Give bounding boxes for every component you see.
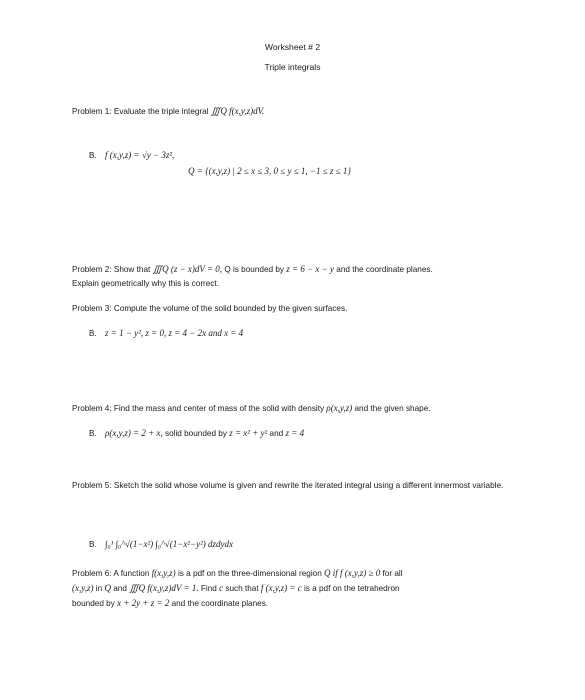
problem-6-bounded: bounded by (72, 599, 115, 608)
problem-6-constant: c (219, 583, 224, 593)
problem-2-text-a: Problem 2: Show that (72, 265, 151, 274)
problem-6 (72, 566, 522, 611)
problem-4-density: ρ(x,y,z) = 2 + x, (105, 428, 163, 438)
problem-2 (72, 262, 512, 291)
problem-6-text-b: is a pdf on the three-dimensional region (177, 569, 322, 578)
problem-6-text-a: Problem 6: A function (72, 569, 150, 578)
problem-6-find: Find (200, 584, 217, 593)
problem-6-in: in (95, 584, 103, 593)
problem-1-integral: ∭Q f(x,y,z)dV. (210, 106, 265, 116)
problem-1-part-b (89, 150, 174, 160)
problem-6-tetrahedron: is a pdf on the tetrahedron (303, 584, 400, 593)
problem-4-plane: z = 4 (285, 428, 305, 438)
problem-3-surfaces: z = 1 − y², z = 0, z = 4 − 2x and x = 4 (105, 328, 244, 338)
page-title: Worksheet # 2 (264, 42, 321, 52)
part-label: B. (89, 540, 97, 549)
problem-2-text-c: and the coordinate planes. (336, 265, 433, 274)
problem-4-text-b: and the given shape. (354, 404, 431, 413)
problem-1-prompt (72, 106, 264, 117)
problem-4-and: and (269, 429, 284, 438)
problem-1-function: f (x,y,z) = √y − 3z², (105, 150, 175, 160)
problem-6-condition: Q if f (x,y,z) ≥ 0 (324, 568, 381, 578)
problem-2-integral: ∭Q (z − x)dV = 0, (152, 264, 223, 274)
problem-6-text-c: for all (382, 569, 403, 578)
problem-5-integral: ∫₀¹ ∫₀^√(1−x²) ∫₀^√(1−x²−y²) dzdydx (105, 539, 234, 549)
problem-4-paraboloid: z = x² + y² (229, 428, 268, 438)
problem-5-part-b (89, 539, 233, 549)
problem-6-and: and (113, 584, 127, 593)
problem-6-such-that: such that (225, 584, 259, 593)
problem-4-prompt (72, 403, 431, 413)
problem-6-plane: x + 2y + z = 2 (117, 598, 170, 608)
problem-1-region: Q = {(x,y,z) | 2 ≤ x ≤ 3, 0 ≤ y ≤ 1, −1 ≤ z ≤ 1} (188, 166, 351, 176)
problem-6-function: f(x,y,z) (151, 568, 176, 578)
problem-3-prompt: Problem 3: Compute the volume of the solid bounded by the given surfaces. (72, 304, 348, 313)
problem-4-part-b (89, 428, 304, 438)
problem-6-point: (x,y,z) (72, 583, 94, 593)
problem-6-region: Q (104, 583, 111, 593)
problem-2-text-b: Q is bounded by (224, 265, 284, 274)
page-subtitle: Triple integrals (264, 62, 321, 72)
problem-6-integral: ∭Q f(x,y,z)dV = 1. (129, 583, 199, 593)
problem-4-density-symbol: ρ(x,y,z) (326, 403, 353, 413)
problem-6-coordinate-planes: and the coordinate planes. (171, 599, 269, 608)
problem-3-part-b (89, 328, 243, 338)
problem-5-prompt: Problem 5: Sketch the solid whose volume is given and rewrite the iterated integral using a different innermost variable. (72, 481, 504, 490)
part-label: B. (89, 329, 97, 338)
problem-4-shape-text: solid bounded by (165, 429, 227, 438)
problem-4-text-a: Problem 4: Find the mass and center of mass of the solid with density (72, 404, 325, 413)
problem-1-text: Problem 1: Evaluate the triple integral (72, 107, 209, 116)
problem-2-explain: Explain geometrically why this is correct. (72, 279, 219, 288)
part-label: B. (89, 429, 97, 438)
part-label: B. (89, 151, 97, 160)
problem-6-pdf: f (x,y,z) = c (260, 583, 302, 593)
problem-2-plane: z = 6 − x − y (286, 264, 334, 274)
